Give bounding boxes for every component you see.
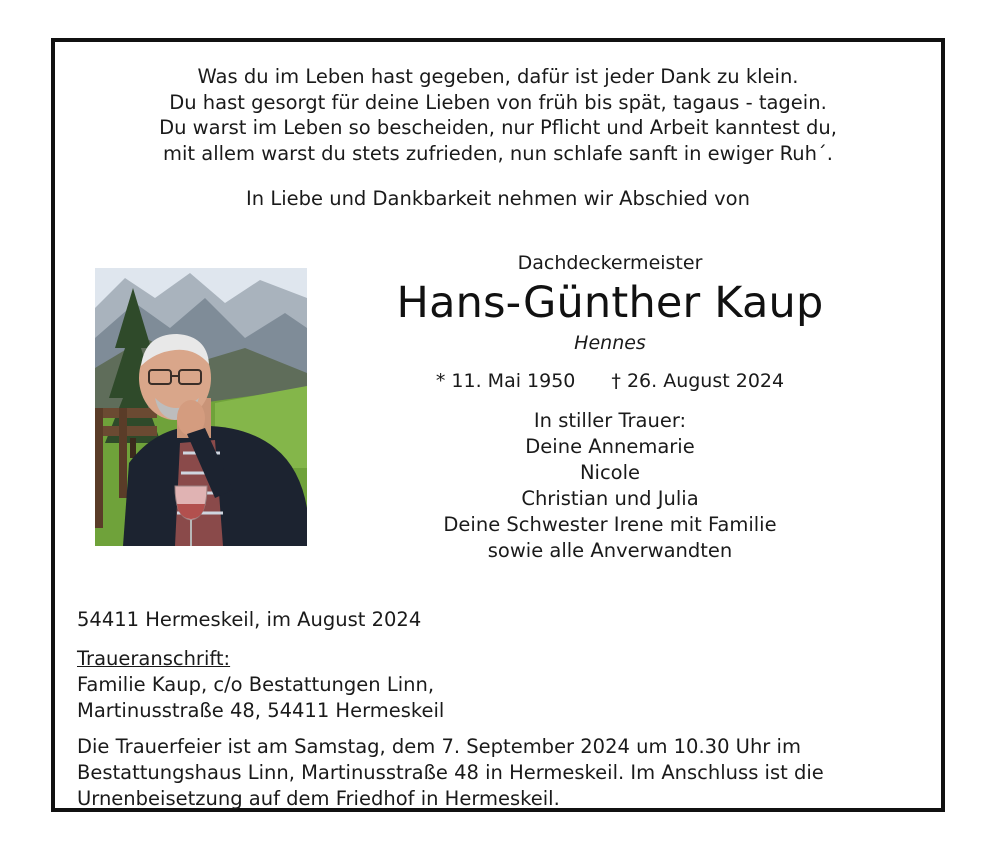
mourners-list (355, 408, 865, 564)
address-line: Familie Kaup, c/o Bestattungen Linn, (77, 673, 435, 696)
poem-line: Du hast gesorgt für deine Lieben von früh bis spät, tagaus - tagein. (169, 90, 827, 114)
poem-line: mit allem warst du stets zufrieden, nun schlafe sanft in ewiger Ruh´. (163, 141, 833, 165)
deceased-profession: Dachdeckermeister (517, 252, 703, 274)
deceased-nickname: Hennes (574, 332, 646, 354)
mourner-entry: Deine Annemarie (525, 435, 695, 458)
portrait-photo (95, 268, 307, 546)
poem-line: Du warst im Leben so bescheiden, nur Pflicht und Arbeit kanntest du, (159, 116, 837, 139)
birth-date: * 11. Mai 1950 (435, 370, 576, 392)
place-date: 54411 Hermeskeil, im August 2024 (77, 608, 422, 631)
poem (55, 64, 941, 166)
mourner-entry: Nicole (579, 461, 641, 484)
mourners-heading: In stiller Trauer: (533, 409, 687, 432)
mourner-entry: sowie alle Anverwandten (487, 539, 733, 562)
portrait-photo-image (95, 268, 307, 546)
mourner-entry: Christian und Julia (521, 487, 699, 510)
address-line: Martinusstraße 48, 54411 Hermeskeil (77, 699, 445, 722)
death-date: † 26. August 2024 (611, 370, 785, 392)
poem-line: Was du im Leben hast gegeben, dafür ist jeder Dank zu klein. (197, 65, 799, 88)
address-heading: Traueranschrift: (77, 647, 231, 670)
farewell-line: In Liebe und Dankbarkeit nehmen wir Abschied von (246, 187, 750, 210)
mourner-entry: Deine Schwester Irene mit Familie (443, 513, 777, 536)
ceremony-notice: Die Trauerfeier ist am Samstag, dem 7. September 2024 um 10.30 Uhr im Bestattungshaus Linn, Martinusstraße 48 in Hermeskeil. Im Anschluss ist die Urnenbeisetzung auf dem Friedhof in Hermeskeil. (77, 735, 824, 810)
deceased-name: Hans-Günther Kaup (396, 278, 824, 328)
obituary-frame (51, 38, 945, 812)
life-dates (355, 370, 865, 392)
